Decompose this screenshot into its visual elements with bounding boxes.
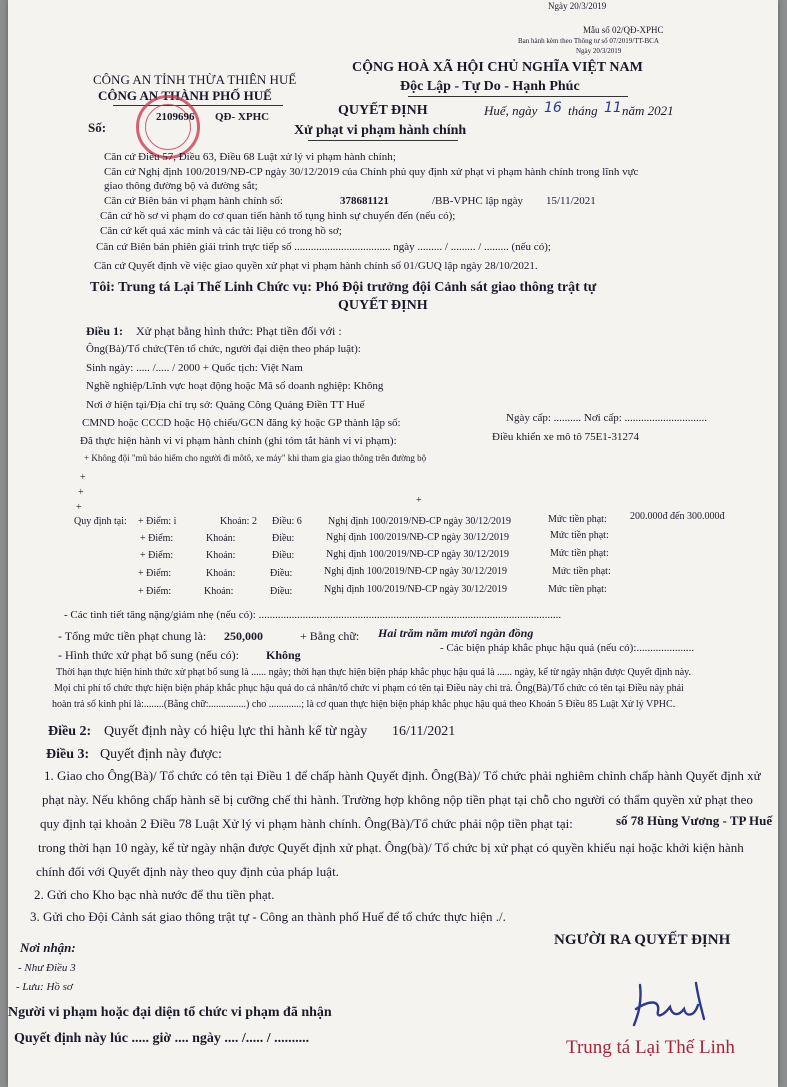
article1-job: Nghề nghiệp/Lĩnh vực hoạt động hoặc Mã số doanh nghiệp: Không [86, 380, 384, 392]
note-2: Mọi chi phí tổ chức thực hiện biện pháp khắc phục hậu quả do cá nhân/tổ chức vi phạm có tên tại Điều này chi trả. Ông(Bà)/Tổ chức có tên tại Điều này phải [54, 683, 684, 694]
rule-decree: Nghị định 100/2019/NĐ-CP ngày 30/12/2019 [324, 566, 507, 577]
extra-penalty-value: Không [266, 648, 301, 662]
rule-diem: + Điểm: [138, 586, 172, 597]
top-date: Ngày 20/3/2019 [548, 1, 607, 11]
officer-line: Tôi: Trung tá Lại Thế Linh Chức vụ: Phó Đội trưởng đội Cảnh sát giao thông trật tự [90, 280, 597, 295]
aggravating-line: - Các tình tiết tăng nặng/giảm nhẹ (nếu có): .............................................................................................................. [64, 609, 562, 621]
record-number: 378681121 [340, 195, 389, 207]
rule-khoan: Khoản: [206, 550, 236, 561]
article2-date: 16/11/2021 [392, 724, 456, 739]
article1-address: Nơi ở hiện tại/Địa chỉ trụ sở: Quảng Công Quảng Điền TT Huế [86, 399, 365, 411]
country-name: CỘNG HOÀ XÃ HỘI CHỦ NGHĨA VIỆT NAM [352, 60, 643, 75]
rule-dieu: Điều: [270, 568, 293, 579]
article1-violation-label: Đã thực hiện hành vi vi phạm hành chính (ghi tóm tắt hành vi vi phạm): [80, 435, 397, 447]
rule-decree: Nghị định 100/2019/NĐ-CP ngày 30/12/2019 [328, 516, 511, 527]
article3-line-1: 1. Giao cho Ông(Bà)/ Tổ chức có tên tại Điều 1 để chấp hành Quyết định. Ông(Bà)/ Tổ chức phải nghiêm chỉnh chấp hành Quyết định xử [44, 768, 761, 783]
article1-issued: Ngày cấp: .......... Nơi cấp: .............................. [506, 412, 708, 424]
signature-name: Trung tá Lại Thế Linh [566, 1037, 735, 1058]
national-motto: Độc Lập - Tự Do - Hạnh Phúc [400, 79, 580, 94]
issuer-label: NGƯỜI RA QUYẾT ĐỊNH [554, 932, 731, 948]
violation-1: + Không đội "mũ bảo hiểm cho người đi môtô, xe máy" khi tham gia giao thông trên đường bộ [84, 453, 427, 463]
document-page [8, 0, 778, 1087]
basis-6: Căn cứ Biên bản phiên giải trình trực tiếp số ................................... ngày ......... / ......... / ......... (nếu có); [96, 241, 551, 253]
article1-vehicle: Điều khiển xe mô tô 75E1-31274 [492, 431, 639, 443]
basis-5: Căn cứ kết quả xác minh và các tài liệu có trong hồ sơ; [100, 225, 342, 237]
motto-underline [408, 96, 628, 97]
basis-2: Căn cứ Nghị định 100/2019/NĐ-CP ngày 30/12/2019 của Chính phủ quy định xử phạt vi phạm hành chính trong lĩnh vực [104, 166, 639, 178]
total-words-label: + Bằng chữ: [300, 629, 360, 643]
rule-dieu: Điều: [272, 533, 295, 544]
rule-diem: + Điểm: i [138, 516, 177, 527]
doc-type: QUYẾT ĐỊNH [338, 103, 428, 118]
form-date: Ngày 20/3/2019 [576, 47, 622, 55]
rule-fine-label: Mức tiền phạt: [552, 566, 611, 577]
doc-number-suffix: QĐ- XPHC [215, 111, 270, 123]
total-value: 250,000 [224, 629, 263, 643]
extra-penalty-label: - Hình thức xử phạt bổ sung (nếu có): [58, 648, 239, 662]
rule-decree: Nghị định 100/2019/NĐ-CP ngày 30/12/2019 [326, 532, 509, 543]
record-date: 15/11/2021 [546, 195, 596, 207]
rule-khoan: Khoản: 2 [220, 516, 257, 527]
basis-7: Căn cứ Quyết định về việc giao quyền xử phạt vi phạm hành chính số 01/GUQ lập ngày 28/10/2021. [94, 260, 538, 272]
place-date: Huế, ngày [484, 103, 538, 118]
article1-heading: Điều 1: [86, 324, 123, 338]
rule-dieu: Điều: [270, 586, 293, 597]
rule-diem: + Điểm: [140, 533, 174, 544]
recipient-1: - Như Điều 3 [18, 962, 76, 974]
article3-line-4: trong thời hạn 10 ngày, kể từ ngày nhận được Quyết định xử phạt. Ông(bà)/ Tổ chức bị xử phạt có quyền khiếu nại hoặc khởi kiện hành [38, 840, 744, 855]
rule-khoan: Khoản: [206, 568, 236, 579]
article3-line-5: chính đối với Quyết định này theo quy định của pháp luật. [36, 864, 339, 879]
rule-diem: + Điểm: [140, 550, 174, 561]
rule-khoan: Khoản: [206, 533, 236, 544]
doc-number-label: Số: [88, 120, 107, 135]
subject-underline [308, 140, 458, 141]
violation-blank-3: + [76, 502, 82, 513]
decision-title: QUYẾT ĐỊNH [338, 298, 428, 313]
violation-blank-2: + [78, 487, 84, 498]
note-1: Thời hạn thực hiện hình thức xử phạt bổ sung là ...... ngày; thời hạn thực hiện biện pháp khắc phục hậu quả là ...... ngày, kể từ ngày nhận được Quyết định này. [56, 667, 691, 678]
rule-khoan: Khoản: [204, 586, 234, 597]
violation-blank-1: + [80, 472, 86, 483]
rule-decree: Nghị định 100/2019/NĐ-CP ngày 30/12/2019 [324, 584, 507, 595]
agency-underline [113, 105, 283, 106]
article1-id: CMND hoặc CCCD hoặc Hộ chiếu/GCN đăng ký hoặc GP thành lập số: [82, 417, 401, 429]
rule-prefix: Quy định tại: [74, 516, 127, 527]
article3-line-7: 3. Gửi cho Đội Cảnh sát giao thông trật tự - Công an thành phố Huế để tổ chức thực hiện ./. [30, 909, 506, 924]
month-handwritten: 11 [604, 100, 622, 116]
basis-2b: giao thông đường bộ và đường sắt; [104, 180, 258, 192]
payment-place: số 78 Hùng Vương - TP Huế [616, 813, 773, 828]
basis-3: Căn cứ Biên bản vi phạm hành chính số: [104, 195, 283, 207]
article3-text: Quyết định này được: [100, 747, 222, 762]
rule-fine-label: Mức tiền phạt: [550, 548, 609, 559]
note-3: hoàn trả số kinh phí là:........(Bằng chữ:...............) cho .............; là cơ quan thực hiện biện pháp khắc phục hậu quả theo Khoản 5 Điều 85 Luật Xử lý VPHC. [52, 699, 676, 710]
rule-fine-amount: 200.000đ đến 300.000đ [630, 511, 725, 522]
total-words: Hai trăm năm mươi ngàn đồng [378, 626, 534, 640]
form-number: Mẫu số 02/QĐ-XPHC [583, 25, 664, 35]
basis-1: Căn cứ Điều 57, Điều 63, Điều 68 Luật xử lý vi phạm hành chính; [104, 151, 396, 163]
basis-4: Căn cứ hồ sơ vi phạm do cơ quan tiến hành tố tụng hình sự chuyển đến (nếu có); [100, 210, 456, 222]
violation-blank-4: + [416, 495, 422, 506]
rule-diem: + Điểm: [138, 568, 172, 579]
rule-fine-label: Mức tiền phạt: [550, 530, 609, 541]
agency-city: CÔNG AN THÀNH PHỐ HUẾ [98, 88, 272, 103]
rule-fine-label: Mức tiền phạt: [548, 514, 607, 525]
month-label: tháng [568, 103, 598, 118]
record-suffix: /BB-VPHC lập ngày [432, 195, 524, 207]
year: năm 2021 [622, 103, 674, 118]
rule-decree: Nghị định 100/2019/NĐ-CP ngày 30/12/2019 [326, 549, 509, 560]
article3-line-6: 2. Gửi cho Kho bạc nhà nước để thu tiền phạt. [34, 887, 275, 902]
recipients-label: Nơi nhận: [20, 940, 76, 955]
article3-heading: Điều 3: [46, 747, 90, 762]
rule-fine-label: Mức tiền phạt: [548, 584, 607, 595]
article3-line-2: phạt này. Nếu không chấp hành sẽ bị cưỡng chế thi hành. Trường hợp không nộp tiền phạt tại chỗ cho người có thẩm quyền xử phạt theo [42, 792, 753, 807]
recipient-2: - Lưu: Hồ sơ [16, 981, 73, 993]
day-handwritten: 16 [544, 100, 562, 116]
official-seal-stamp [136, 95, 200, 159]
article1-form: Xử phạt bằng hình thức: Phạt tiền đối với : [136, 324, 342, 338]
received-line: Quyết định này lúc ..... giờ .... ngày .... /..... / .......... [14, 1031, 310, 1046]
article2-heading: Điều 2: [48, 724, 92, 739]
article3-line-3: quy định tại khoản 2 Điều 78 Luật Xử lý vi phạm hành chính. Ông(Bà)/Tổ chức phải nộp tiền phạt tại: [40, 816, 573, 831]
remedy-line: - Các biện pháp khắc phục hậu quả (nếu có):..................... [440, 642, 695, 654]
article1-dob: Sinh ngày: ..... /..... / 2000 + Quốc tịch: Việt Nam [86, 362, 303, 374]
rule-dieu: Điều: 6 [272, 516, 302, 527]
form-note: Ban hành kèm theo Thông tư số 07/2019/TT-BCA [518, 37, 659, 45]
article1-subject: Ông(Bà)/Tổ chức(Tên tổ chức, người đại diện theo pháp luật): [86, 343, 361, 355]
article2-text: Quyết định này có hiệu lực thi hành kể từ ngày [104, 724, 368, 739]
total-label: - Tổng mức tiền phạt chung là: [58, 629, 207, 643]
handwritten-signature [628, 975, 738, 1035]
rule-dieu: Điều: [272, 550, 295, 561]
violator-label: Người vi phạm hoặc đại diện tổ chức vi phạm đã nhận [8, 1005, 332, 1020]
agency-province: CÔNG AN TỈNH THỪA THIÊN HUẾ [93, 72, 297, 87]
doc-number: 2109696 [156, 111, 195, 123]
doc-subject: Xử phạt vi phạm hành chính [294, 123, 467, 138]
